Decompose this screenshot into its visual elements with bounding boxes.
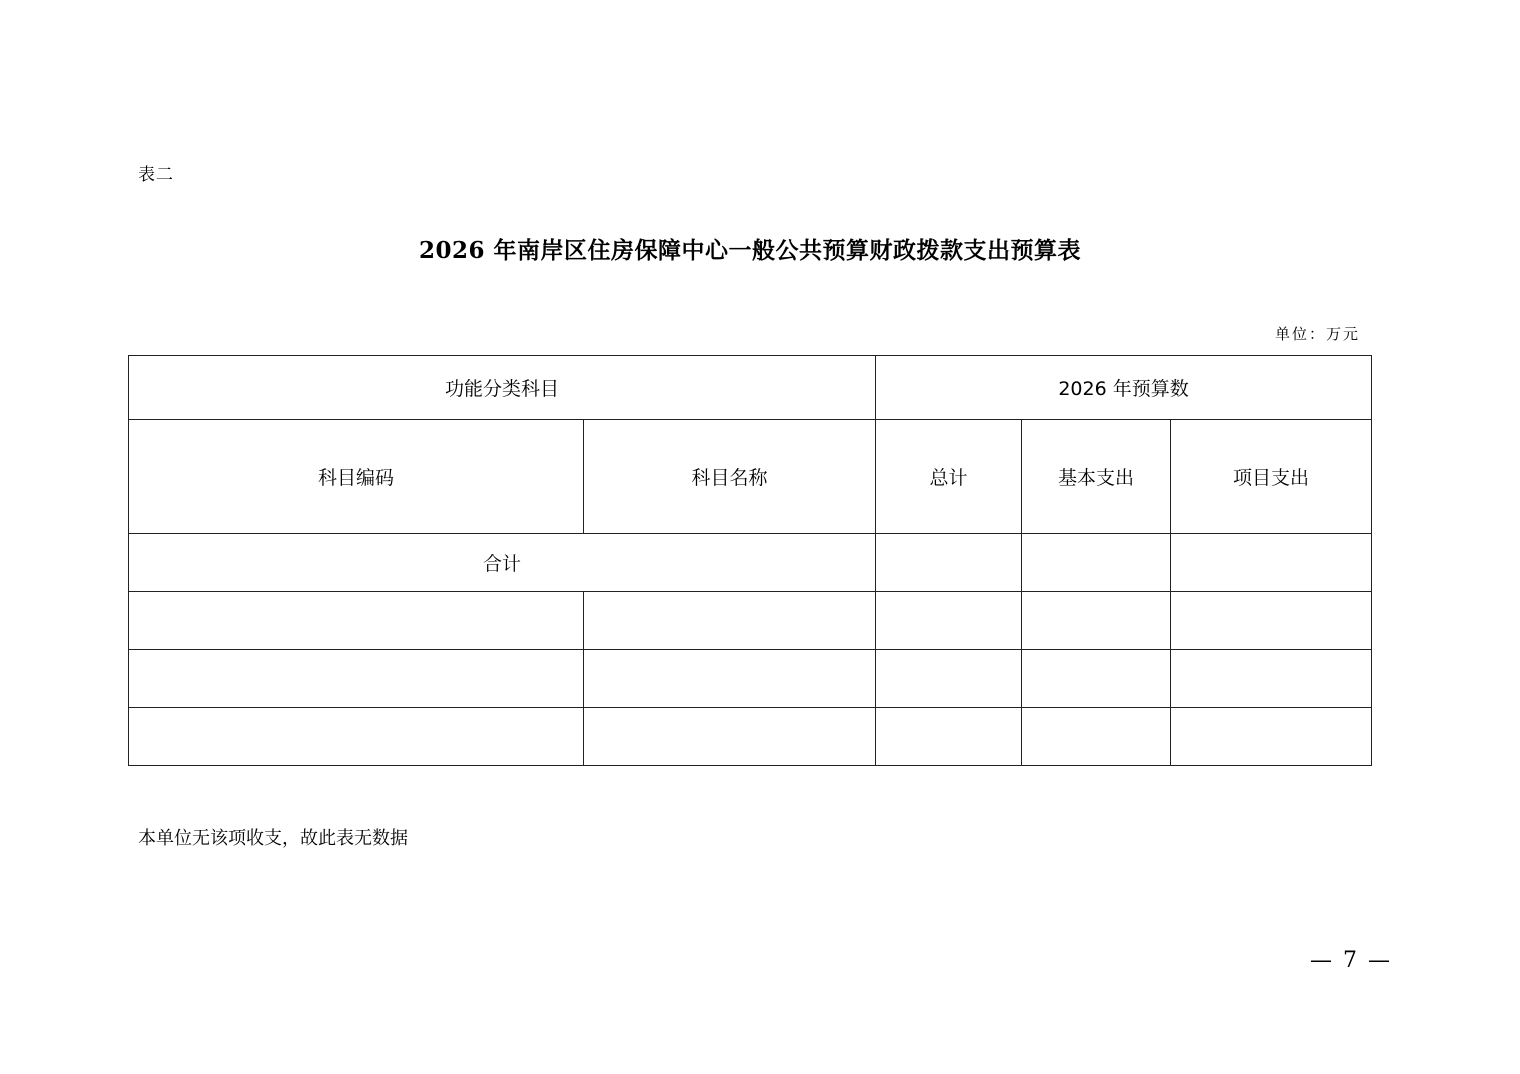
header-project: 项目支出 bbox=[1171, 420, 1372, 534]
table-cell-total bbox=[876, 592, 1022, 650]
total-basic-cell bbox=[1022, 534, 1171, 592]
table-row bbox=[129, 650, 1372, 708]
header-budget-amount: 2026 年预算数 bbox=[876, 356, 1372, 420]
table-cell-basic bbox=[1022, 708, 1171, 766]
table-cell-project bbox=[1171, 650, 1372, 708]
table-row bbox=[129, 708, 1372, 766]
table-cell-total bbox=[876, 708, 1022, 766]
table-cell-name bbox=[584, 708, 876, 766]
total-row-label: 合计 bbox=[129, 534, 876, 592]
table-row bbox=[129, 592, 1372, 650]
table-header-group-row bbox=[129, 356, 1372, 420]
table-cell-basic bbox=[1022, 592, 1171, 650]
table-cell-code bbox=[129, 708, 584, 766]
table-cell-code bbox=[129, 592, 584, 650]
header-code: 科目编码 bbox=[129, 420, 584, 534]
table-cell-code bbox=[129, 650, 584, 708]
table-label: 表二 bbox=[138, 165, 174, 185]
total-cell bbox=[876, 534, 1022, 592]
header-total: 总计 bbox=[876, 420, 1022, 534]
header-basic: 基本支出 bbox=[1022, 420, 1171, 534]
table-cell-name bbox=[584, 592, 876, 650]
table-header-row bbox=[129, 420, 1372, 534]
header-function-category: 功能分类科目 bbox=[129, 356, 876, 420]
header-name: 科目名称 bbox=[584, 420, 876, 534]
document-title: 2026 年南岸区住房保障中心一般公共预算财政拨款支出预算表 bbox=[418, 237, 1082, 264]
unit-label: 单位：万元 bbox=[1274, 325, 1360, 343]
table-cell-basic bbox=[1022, 650, 1171, 708]
table-cell-name bbox=[584, 650, 876, 708]
table-cell-project bbox=[1171, 592, 1372, 650]
total-row bbox=[129, 534, 1372, 592]
table-cell-project bbox=[1171, 708, 1372, 766]
table-cell-total bbox=[876, 650, 1022, 708]
no-data-note: 本单位无该项收支，故此表无数据 bbox=[138, 828, 408, 849]
total-project-cell bbox=[1171, 534, 1372, 592]
budget-table bbox=[128, 355, 1372, 766]
page-number: — 7 — bbox=[1310, 948, 1392, 973]
